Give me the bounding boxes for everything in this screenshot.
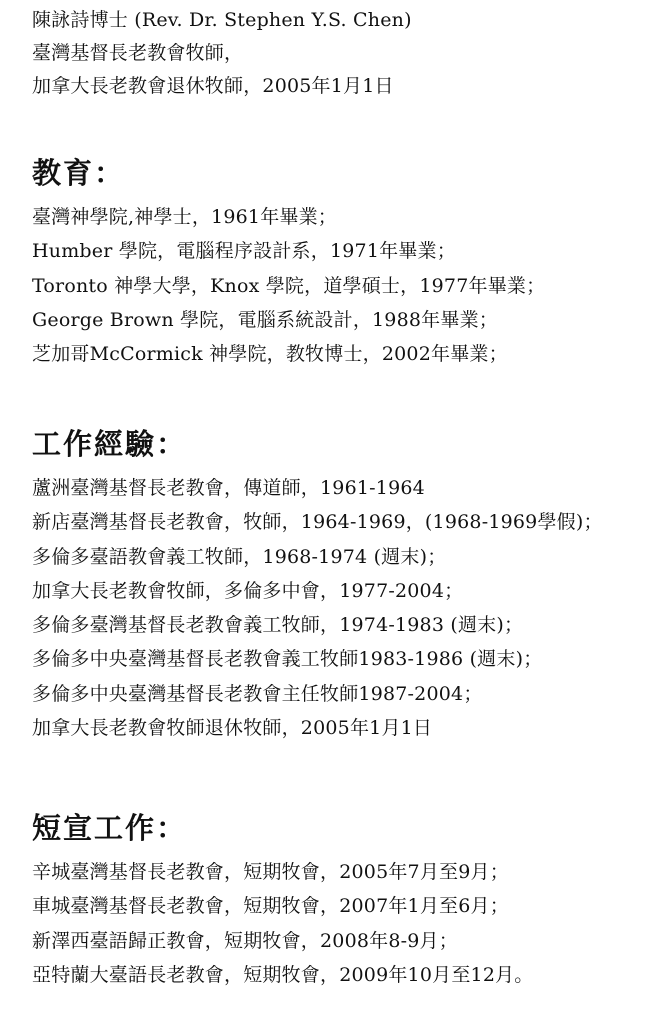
education-item: 芝加哥McCormick 神學院，教牧博士，2002年畢業； bbox=[32, 343, 508, 366]
header-title-line: 臺灣基督長老教會牧師， bbox=[32, 42, 244, 64]
education-item: George Brown 學院，電腦系統設計，1988年畢業； bbox=[32, 308, 498, 331]
work-item: 新店臺灣基督長老教會，牧師，1964-1969，(1968-1969學假)； bbox=[32, 511, 603, 534]
short-term-item: 車城臺灣基督長老教會，短期牧會，2007年1月至6月； bbox=[32, 895, 509, 918]
education-item: Toronto 神學大學，Knox 學院，道學碩士，1977年畢業； bbox=[32, 274, 546, 297]
work-item: 加拿大長老教會牧師退休牧師，2005年1月1日 bbox=[32, 717, 433, 740]
education-item: Humber 學院，電腦程序設計系，1971年畢業； bbox=[32, 240, 456, 263]
short-term-list bbox=[32, 855, 534, 992]
education-section bbox=[32, 153, 545, 371]
work-item: 多倫多臺灣基督長老教會義工牧師，1974-1983 (週末)； bbox=[32, 614, 524, 637]
work-item: 加拿大長老教會牧師，多倫多中會，1977-2004； bbox=[32, 579, 464, 602]
short-term-item: 新澤西臺語歸正教會，短期牧會，2008年8-9月； bbox=[32, 929, 458, 952]
work-heading: 工作經驗： bbox=[32, 427, 188, 461]
short-term-section bbox=[32, 808, 534, 992]
work-item: 蘆洲臺灣基督長老教會，傳道師，1961-1964 bbox=[32, 477, 425, 499]
header-name-line: 陳詠詩博士 (Rev. Dr. Stephen Y.S. Chen) bbox=[32, 9, 412, 31]
work-section bbox=[32, 424, 603, 745]
short-term-item: 辛城臺灣基督長老教會，短期牧會，2005年7月至9月； bbox=[32, 861, 509, 883]
short-term-heading: 短宣工作： bbox=[32, 811, 188, 845]
header-retired-line: 加拿大長老教會退休牧師，2005年1月1日 bbox=[32, 75, 394, 97]
work-item: 多倫多中央臺灣基督長老教會義工牧師1983-1986 (週末)； bbox=[32, 648, 543, 671]
education-list bbox=[32, 200, 545, 371]
education-heading: 教育： bbox=[32, 156, 126, 190]
header-block bbox=[32, 4, 412, 103]
work-list bbox=[32, 471, 603, 745]
education-item: 臺灣神學院,神學士，1961年畢業； bbox=[32, 206, 337, 228]
work-item: 多倫多中央臺灣基督長老教會主任牧師1987-2004； bbox=[32, 682, 483, 705]
short-term-item: 亞特蘭大臺語長老教會，短期牧會，2009年10月至12月。 bbox=[32, 963, 534, 986]
work-item: 多倫多臺語教會義工牧師，1968-1974 (週末)； bbox=[32, 545, 447, 568]
